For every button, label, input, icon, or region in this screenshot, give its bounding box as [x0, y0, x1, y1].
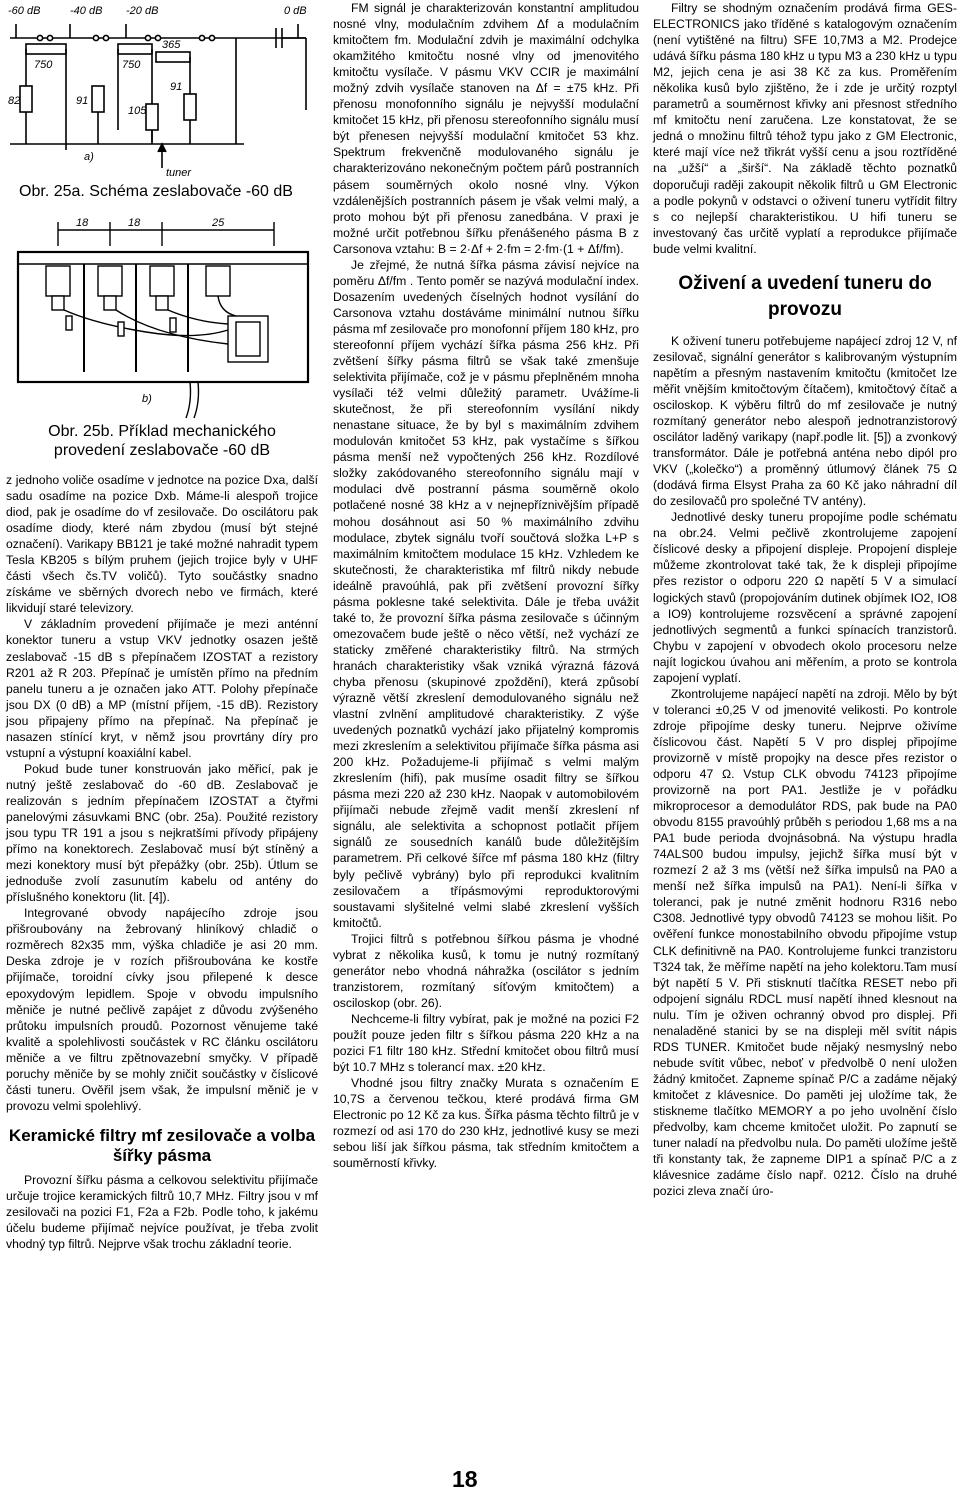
attenuator-schematic [6, 0, 318, 182]
label-r105: 105 [128, 105, 147, 117]
col2-paragraph-3: Trojici filtrů s potřebnou šířkou pásma je vhodné vybrat z několika kusů, k tomu je nutný rozmítaný generátor nebo vhodná náhražka (oscilátor s jedním tranzistorem, rozmítaný síťovým kmitočtem) a osciloskop (obr. 26). [333, 931, 639, 1010]
mechanical-layout-drawing [6, 212, 318, 420]
column-right [653, 0, 957, 1199]
figure-25b [6, 212, 318, 472]
label-m20db: -20 dB [126, 5, 159, 17]
label-r82: 82 [8, 95, 21, 107]
label-r91a: 91 [170, 81, 183, 93]
column-left [6, 0, 318, 1252]
label-dim-18a: 18 [76, 217, 89, 229]
column-middle [333, 0, 639, 1171]
col2-paragraph-1: FM signál je charakterizován konstantní amplitudou nosné vlny, modulačním zdvihem Δf a modulačním kmitočtem fm. Modulační zdvih je maximální odchylka okamžitého kmitočtu nosné vlny od jmenovitého kmitočtu vysílače. V pásmu VKV CCIR je maximální možný zdvih vysílače stanoven na Δf = ±75 kHz. Při přenosu monofonního signálu je nejvyšší modulační kmitočet 15 kHz, při přenosu stereofonního signálu musí být přenesen nejvyšší modulační kmitočet 53 khz. Spektrum frekvenčně modulovaného signálu je charakterizováno nekonečným počtem párů postranních pásem souměrných okolo nosné vlny. Výkon vzdálenějších postranních pásem je však velmi malý, a proto mohou být při přenosu zanedbána. V praxi je možné určit potřebnou šířku přenášeného pásma B z Carsonova vztahu: B = 2·Δf + 2·fm = 2·fm·(1 + Δf/fm). [333, 1, 639, 256]
label-dim-25: 25 [212, 217, 225, 229]
page-number: 18 [452, 1466, 478, 1492]
col1-paragraph-3: Pokud bude tuner konstruován jako měřicí, pak je nutný ještě zeslabovač do -60 dB. Zeslabovač je realizován s jedním přepínačem IZOSTAT a čtyřmi panelovými zásuvkami BNC (obr. 25a). Použité rezistory jsou typu TR 191 a jsou s nejkratšími přívody připájeny přímo na konektorech. Zeslabovač musí být stíněný a mezi konektory musí být přepážky (obr. 25b). Útlum se jednoduše zvolí zasunutím kabelu od antény do příslušného konektoru (lit. [4]). [6, 761, 318, 905]
col3-paragraph-4: Zkontrolujeme napájecí napětí na zdroji. Mělo by být v toleranci ±0,25 V od jmenovité velikosti. Po kontrole zdroje připojíme desky tuneru. Nejprve oživíme číslicovou část. Napětí 5 V pro displej připojíme provizorně v místě propojky na desce přes rezistor o odporu 47 Ω. Vstup CLK obvodu 74123 připojíme provizorně na port PA1. Jestliže je v pořádku mikroprocesor a demodulátor RDS, pak bude na PA0 obvodu 8155 pravoúhlý průběh s periodou 1,68 ms a na PA1 bude perioda dvojnásobná. Na výstupu hradla 74ALS00 budou impulsy, jejichž šířka musí být v rozmezí 2 až 3 ms (větší než šířka impulsů na PA0 a menší než šířka impulsů na PA1). Není-li šířka v toleranci, pak je nutné změnit hodnoru R316 nebo C308. Jednotlivé typy obvodů 74123 se mohou lišit. Po ověření funkce monostabilního obvodu připojíme vstup CLK definitivně na PA0. Kontrolujeme funkci tranzistoru T324 tak, že měříme napětí na jeho kolektoru.Tam musí být napětí 5 V. Při stisknutí tlačítka RESET nebo při odpojení signálu RDCL musí napětí ihned klesnout na nulu. Tím je oživen ochranný obvod pro displej. Při nenaladěné stanici by se na displeji měl svítit nápis RDS TUNER. Kmitočet bude nějaký nesmyslný nebo nebude svítit vůbec, neboť v předvolbě 0 není uložen žádný kmitočet. Zapneme spínač P/C a zadáme nějaký kmitočet z klávesnice. Do paměti jej uložíme tak, že stiskneme tlačítko MEMORY a po jeho uvolnění číslo předvolby, kam chceme kmitočet uložit. Po zapnutí se tuner naladí na předvolbu nula. Do paměti uložíme ještě tři konstanty tak, že zapneme DIP1 a spínač P/C a z klávesnice zadáme číslo např. 0212. Číslo na druhé pozici zleva značí úro- [653, 686, 957, 1199]
col3-paragraph-3: Jednotlivé desky tuneru propojíme podle schématu na obr.24. Velmi pečlivě zkontrolujeme zapojení číslicové desky a připojení displeje. Propojení displeje můžeme zkontrolovat také tak, že k displeji připojíme přes rezistor o odporu 220 Ω napětí 5 V a simulací logických stavů (propojováním dutinek objímek IO2, IO8 a IO9) kontrolujeme rozsvěcení a správné zapojení jednotlivých segmentů a funkci spínacích tranzistorů. Chybu v zapojení v obvodech okolo procesoru nelze najít logickou úvahou ani měřením, a proto se kontrola zapojení vyplatí. [653, 510, 957, 685]
figure-25a-caption: Obr. 25a. Schéma zeslabovače -60 dB [19, 183, 293, 200]
label-r750a: 750 [34, 59, 53, 71]
label-r365: 365 [162, 39, 181, 51]
label-0db: 0 dB [284, 5, 307, 17]
figure-25b-caption-line2: provedení zeslabovače -60 dB [53, 442, 271, 459]
col1-paragraph-4: Integrované obvody napájecího zdroje jsou přišroubovány na žebrovaný hliníkový chladič o rozměrech 82x35 mm, výška chladiče je asi 20 mm. Deska zdroje je v rozích přišroubována ke kostře přijímače, toroidní cívky jsou přilepené k desce epoxydovým lepidlem. Spoje v obvodu impulsního měniče je nutné pečlivě zapájet z důvodu zvýšeného průtoku impulsních proudů. Pozornost věnujeme také kvalitě a spolehlivosti součástek v RC článku oscilátoru měniče a ve filtru zpětnovazební smyčky. V případě poruchy měniče by se mohly zničit součástky v číslicové části tuneru. Ověřil jsem však, že impulsní měnič je v provozu velmi spolehlivý. [6, 906, 318, 1113]
col1-paragraph-1: z jednoho voliče osadíme v jednotce na pozice Dxa, další sadu osadíme na pozice Dxb. Máme-li alespoň trojice diod, pak je osadíme do vf zesilovače. Do oscilátoru pak osadíme diody, které nám zbydou (musí být stejné označení). Varikapy BB121 je také možné nahradit typem Tesla KB205 s bílým pruhem (jejich trojice byly v UHF části všech čs.TV voličů). Tyto součástky snadno získáme ve sběrných dvorech nebo ve firmách, které likvidují staré televizory. [6, 473, 318, 616]
col2-paragraph-5: Vhodné jsou filtry značky Murata s označením E 10,7S a červenou tečkou, které prodává firma GM Electronic po 12 Kč za kus. Šířka pásma těchto filtrů je v rozmezí od asi 170 do 230 kHz, jednotlivé kusy se mezi sebou liší jak šířkou pásma, tak středním kmitočtem a souměrností křivky. [333, 1076, 639, 1171]
section-heading-ceramic-filters: Keramické filtry mf zesilovače a volba šířky pásma [8, 1125, 316, 1165]
label-r750b: 750 [122, 59, 141, 71]
col1-paragraph-2: V základním provedení přijímače je mezi anténní konektor tuneru a vstup VKV jednotky osazen ještě zeslabovač -15 dB s přepínačem IZOSTAT a rezistory R201 až R 203. Přepínač je umístěn přímo na předním panelu tuneru a je označen jako ATT. Polohy přepínače jsou DX (0 dB) a MP (místní příjem, -15 dB). Rezistory jsou připajeny přímo na přepínač. Na přepínač je nasazen stínící kryt, v němž jsou provrtány díry pro vstupní a výstupní koaxiální kabel. [6, 617, 318, 760]
col3-paragraph-1: Filtry se shodným označením prodává firma GES-ELECTRONICS jako tříděné s katalogovým označením (není vytištěné na filtru) SFE 10,7M3 a M2. Prodejce udává šířku pásma 180 kHz u typu M3 a 230 kHz u typu M2, jejich cena je asi 38 Kč za kus. Proměřením několika kusů bylo zjištěno, že i zde je určitý rozptyl parametrů a souměrnost křivky ani přesnost středního mf kmitočtu není zaručena. Lze konstatovat, že se jedná o množinu filtrů téhož typu jako z GM Electronic, které mají více než třikrát vyšší cenu a jsou roztříděné na „užší“ a „širší“. Na základě těchto poznatků doporučuji raději zakoupit několik filtrů u GM Electronic a podle pokynů v odstavci o oživení tuneru vytřídit filtry s co nejlepší charakteristikou. U hifi tuneru se investovaný čas určitě vyplatí a reprodukce přijímače bude velmi kvalitní. [653, 1, 957, 256]
label-m40db: -40 dB [70, 5, 103, 17]
col3-paragraph-2: K oživení tuneru potřebujeme napájecí zdroj 12 V, nf zesilovač, signální generátor s kalibrovaným výstupním napětím a přesným nastavením kmitočtu (kmitočet lze měřit vnějším kmitočtovým čítačem), kmitočtový čítač a osciloskop. K výběru filtrů do mf zesilovače je nutný rozmítaný generátor nebo alespoň jednotranzistorový oscilátor laděný varikapy (např.podle lit. [5]) a zvonkový transformátor. Dále je potřebná anténa nebo dipól pro VKV („kolečko“) a proměnný útlumový článek 75 Ω (dodává firma Elsyst Praha za 60 Kč jako náhradní díl do zesilovačů pro společné TV antény). [653, 333, 957, 509]
col1-paragraph-5: Provozní šířku pásma a celkovou selektivitu přijímače určuje trojice keramických filtrů 10,7 MHz. Filtry jsou v mf zesilovači na pozici F1, F2a a F2b. Podle toho, k jakému účelu budeme přijímač nejvíce používat, je třeba zvolit vhodný typ filtrů. Nejprve však trochu základní teorie. [6, 1172, 318, 1252]
col2-paragraph-2: Je zřejmé, že nutná šířka pásma závisí nejvíce na poměru Δf/fm . Tento poměr se nazývá modulační index. Dosazením uvedených číselných hodnot vysílání do Carsonova vztahu dostáváme minimální nutnou šířku pásma mf zesilovače pro monofonní příjem 180 kHz, pro stereofonní příjem vychází šířka pásma 256 kHz. Při zvětšení šířky pásma filtrů se však také zmenšuje selektivita přijímače, což je v pásmu přeplněném mnoha vysílači též velmi důležitý parametr. Uvážíme-li skutečnost, že při stereofonním vysílání nikdy nenastane situace, že by byl s maximálním zdvihem modulován kmitočet 53 kHz, pak vystačíme s šířkou pásma menší než vypočtených 256 kHz. Rozdílové složky zakódovaného stereofonního signálu mají v modulaci dvě postranní pásma souměrně okolo potlačené nosné 38 kHz a v nejnepříznivějším případě mohou dosáhnout asi 50 % maximálního zdvihu modulace, zbytek signálu tvoří součtová složka L+P s maximálním kmitočtem modulace 15 kHz. Vzhledem ke skutečnosti, že charakteristika mf filtrů nikdy nebude ideálně pravoúhlá, pak při zvětšení provozní šířky pásma poklesne také selektivita. Dále je třeba uvážit také to, že provozní šířka pásma zesilovače s účinným omezovačem bude ještě o něco větší, než vychází ze staticky změřené charakteristiky filtrů. Na strmých hranách charakteristiky však vzniká výrazná fázová chyba přenosu (skupinové zpoždění), která způsobí výrazně větší zkreslení demodulovaného signálu než vlastní zvlnění amplitudové charakteristiky. Z výše uvedených poznatků vychází jako přijatelný kompromis mezi zkreslením a selektivitou přijímače šířka pásma asi 200 kHz. Požadujeme-li přijímač s velmi malým zkreslením (hifi), pak musíme osadit filtry se šířkou pásma mezi 220 až 230 kHz. Naopak v automobilovém přijímači nebude zřejmě vadit menší zkreslení nf signálu, ale selektivita a schopnost potlačit příjem signálů ze sousedních kanálů bude důležitějším parametrem. Při celkové šířce mf pásma 180 kHz (filtry byly pečlivě vybrány) bylo při reprodukci kvalitním zesilovačem a třípásmovými reproduktorovými soustavami slyšitelné velmi slabé zkreslení vyšších kmitočtů. [333, 257, 639, 930]
label-dim-18b: 18 [128, 217, 141, 229]
label-r91b: 91 [76, 95, 89, 107]
label-mark-a: a) [84, 151, 94, 163]
figure-25a [6, 0, 318, 212]
col2-paragraph-4: Nechceme-li filtry vybírat, pak je možné na pozici F2 použít pouze jeden filtr s šířkou pásma 220 kHz a na pozici F1 filtr 180 kHz. Střední kmitočet obou filtrů musí být 10.7 MHz s tolerancí max. ±20 kHz. [333, 1011, 639, 1075]
label-mark-b: b) [142, 393, 152, 405]
section-heading-tuner-setup: Oživení a uvedení tuneru do provozu [678, 272, 932, 320]
label-tuner: tuner [166, 167, 192, 179]
figure-25b-caption [6, 422, 318, 460]
label-m60db: -60 dB [8, 5, 41, 17]
figure-25b-caption-line1: Obr. 25b. Příklad mechanického [48, 423, 276, 440]
